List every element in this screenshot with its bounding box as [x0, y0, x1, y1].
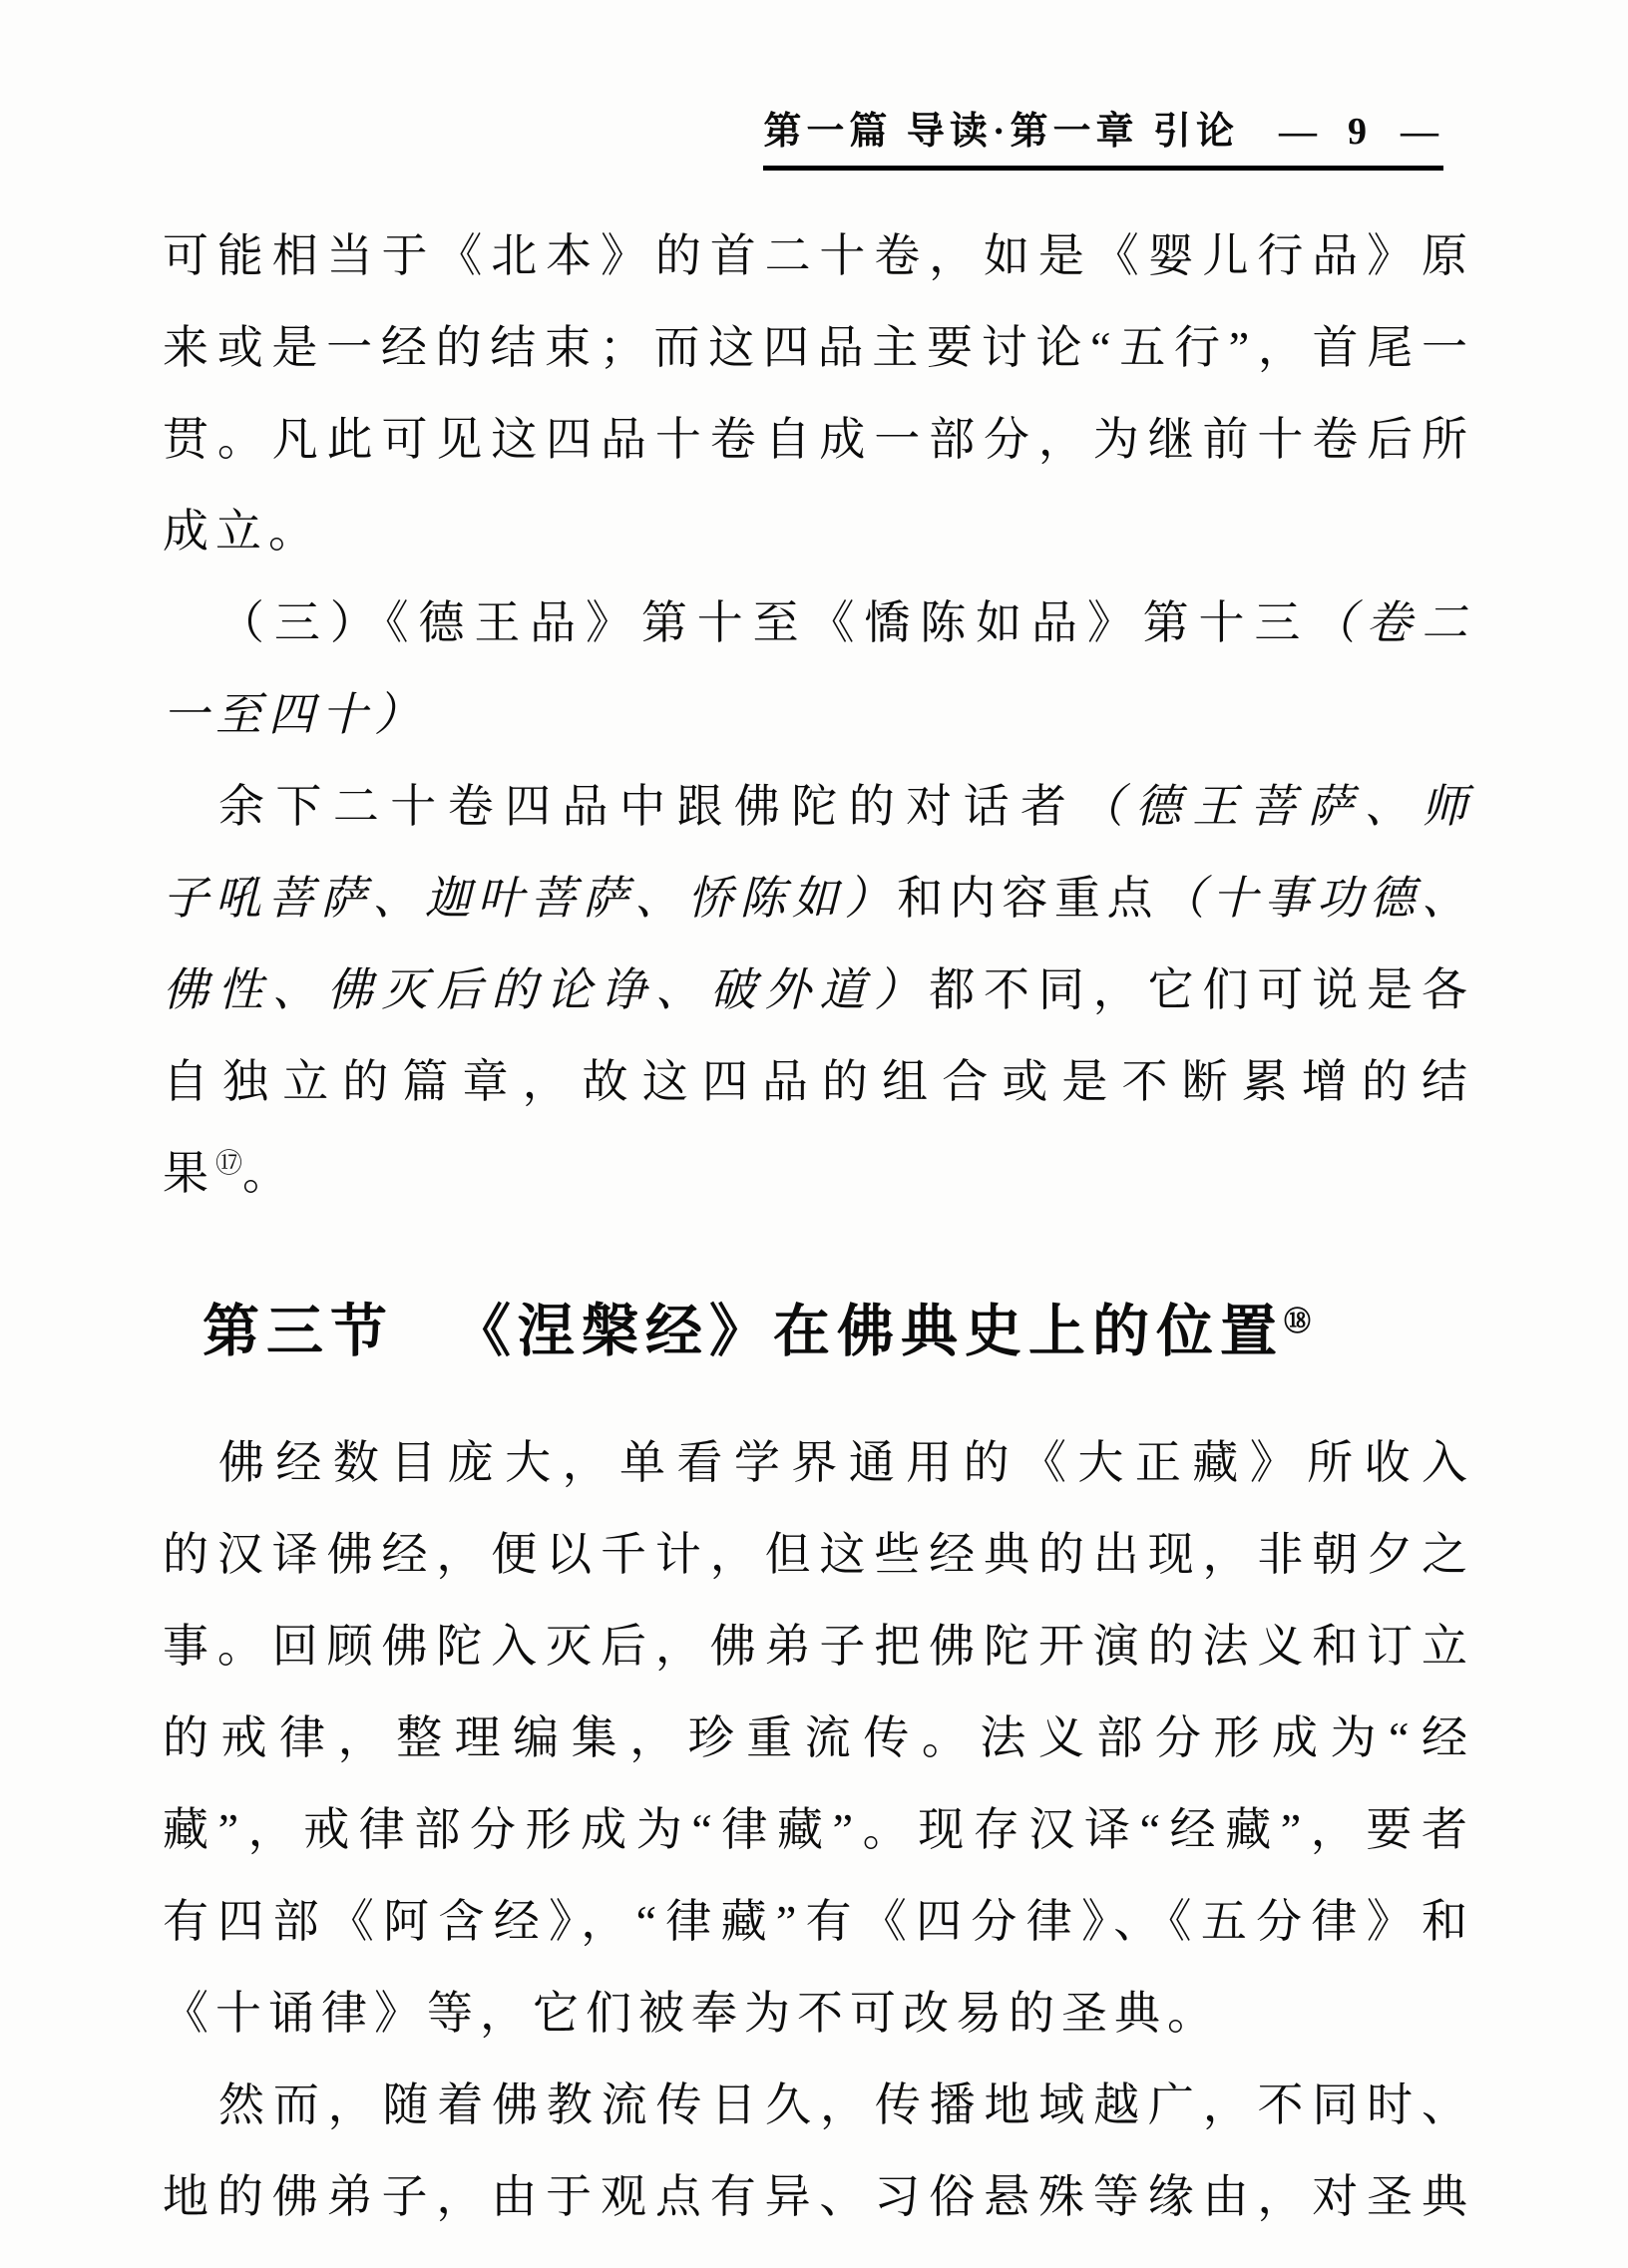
text-segment-kaiti: （卷二 [1310, 597, 1474, 648]
text-line [163, 761, 1473, 853]
text-segment-kaiti: 佛性、佛灭后的论诤、破外道） [163, 964, 930, 1015]
running-header [763, 108, 1443, 171]
text-line: 自独立的篇章，故这四品的组合或是不断累增的结 [163, 1056, 1473, 1107]
text-line: 贯。凡此可见这四品十卷自成一部分，为继前十卷后所 [163, 414, 1473, 465]
text-line: 《十诵律》等，它们被奉为不可改易的圣典。 [163, 1988, 1220, 2039]
text-segment-kaiti: （十事功德、 [1159, 873, 1474, 924]
text-segment: 果 [163, 1148, 215, 1199]
section-title: 《涅槃经》在佛典史上的位置 [454, 1301, 1284, 1363]
text-line: 然而，随着佛教流传日久，传播地域越广，不同时、 [218, 2079, 1473, 2130]
text-line: 佛经数目庞大，单看学界通用的《大正藏》所收入 [218, 1437, 1473, 1488]
footnote-ref-17: ⑰ [215, 1148, 242, 1180]
paragraph [163, 761, 1473, 1220]
page-number: 9 [1348, 111, 1367, 153]
text-segment: 和内容重点 [897, 873, 1160, 924]
paragraph [163, 577, 1473, 761]
page-header [163, 0, 1443, 171]
header-dash-left: — [1279, 111, 1322, 153]
section-heading [203, 1298, 1473, 1367]
text-line: 的戒律，整理编集，珍重流传。法义部分形成为“经 [163, 1712, 1473, 1763]
text-line: 的汉译佛经，便以千计，但这些经典的出现，非朝夕之 [163, 1529, 1473, 1580]
body-text [163, 210, 1473, 2243]
footnote-ref-18: ⑱ [1284, 1307, 1311, 1337]
text-line: 有四部《阿含经》，“律藏”有《四分律》、《五分律》和 [163, 1896, 1473, 1947]
text-segment-kaiti: （德王菩萨、师 [1077, 781, 1474, 832]
text-segment: 都不同，它们可说是各 [929, 964, 1474, 1015]
paragraph [163, 210, 1473, 577]
text-line: 藏”，戒律部分形成为“律藏”。现存汉译“经藏”，要者 [163, 1804, 1473, 1855]
text-line: 事。回顾佛陀入灭后，佛弟子把佛陀开演的法义和订立 [163, 1621, 1473, 1672]
paragraph [163, 2060, 1473, 2243]
text-line [163, 945, 1473, 1036]
section-number: 第三节 [203, 1301, 394, 1363]
text-line: 一至四十） [163, 689, 427, 740]
text-line [163, 1128, 1473, 1220]
text-line: 地的佛弟子，由于观点有异、习俗悬殊等缘由，对圣典 [163, 2171, 1473, 2222]
text-segment-kaiti: 子吼菩萨、迦叶菩萨、㤭陈如） [163, 873, 898, 924]
text-line [163, 853, 1473, 945]
text-segment: 余下二十卷四品中跟佛陀的对话者 [218, 781, 1078, 832]
text-segment: 。 [242, 1148, 295, 1199]
paragraph [163, 1417, 1473, 2060]
text-line: 成立。 [163, 506, 321, 557]
header-dash-right: — [1401, 111, 1443, 153]
text-line [163, 577, 1473, 669]
text-segment: （三）《德王品》第十至《憍陈如品》第十三 [218, 597, 1311, 648]
text-line: 可能相当于《北本》的首二十卷，如是《婴儿行品》原 [163, 230, 1473, 281]
header-chapter-title: 第一篇 导读·第一章 引论 [763, 111, 1239, 153]
text-line: 来或是一经的结束；而这四品主要讨论“五行”，首尾一 [163, 322, 1473, 373]
